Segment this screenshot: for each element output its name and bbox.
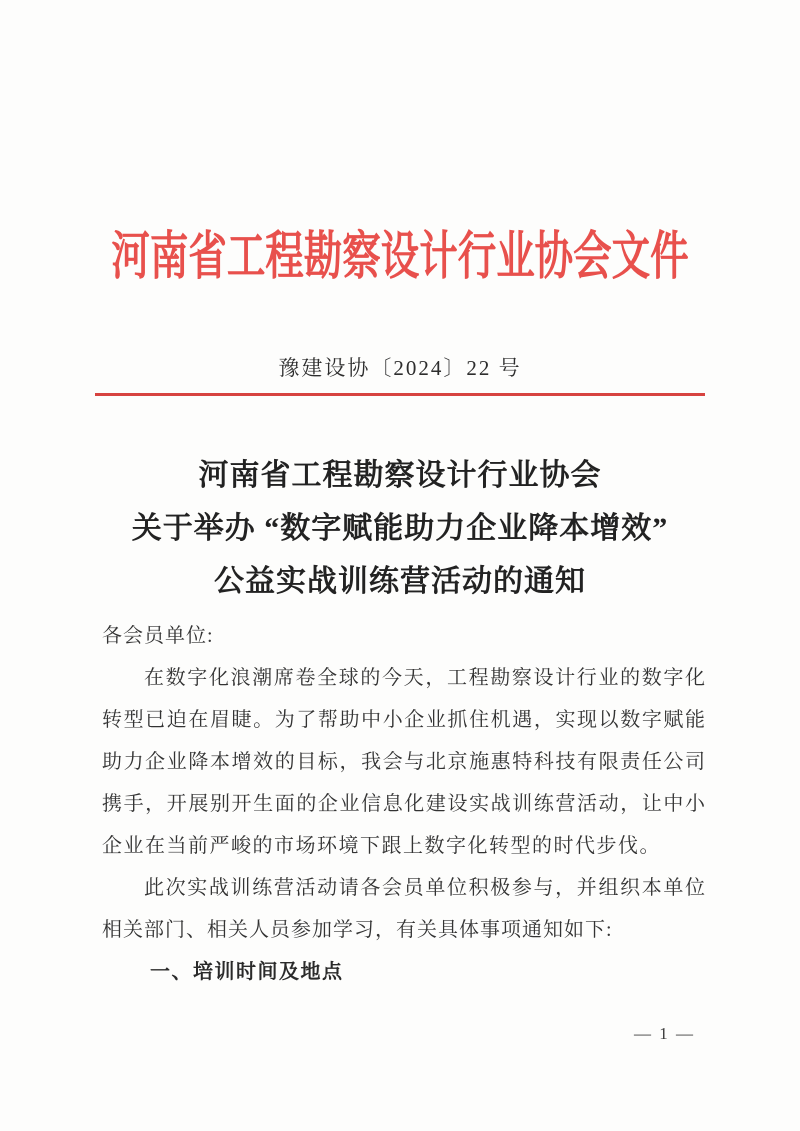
body-line: 携手，开展别开生面的企业信息化建设实战训练营活动，让中小 bbox=[102, 793, 705, 815]
notice-title-line-3: 公益实战训练营活动的通知 bbox=[214, 565, 586, 598]
body-line: 此次实战训练营活动请各会员单位积极参与，并组织本单位 bbox=[144, 877, 705, 899]
body-line: 转型已迫在眉睫。为了帮助中小企业抓住机遇，实现以数字赋能 bbox=[102, 709, 705, 731]
page-number: — 1 — bbox=[634, 1024, 695, 1043]
notice-title bbox=[0, 449, 800, 608]
letterhead-title: 河南省工程勘察设计行业协会文件 bbox=[111, 229, 689, 286]
body-line: 企业在当前严峻的市场环境下跟上数字化转型的时代步伐。 bbox=[102, 835, 661, 857]
doc-number: 豫建设协〔2024〕22 号 bbox=[278, 356, 522, 380]
notice-title-line-1: 河南省工程勘察设计行业协会 bbox=[198, 459, 602, 492]
body-line: 在数字化浪潮席卷全球的今天，工程勘察设计行业的数字化 bbox=[144, 667, 705, 689]
body-line: 助力企业降本增效的目标，我会与北京施惠特科技有限责任公司 bbox=[102, 751, 705, 773]
notice-body bbox=[102, 615, 705, 993]
section-heading: 一、培训时间及地点 bbox=[150, 961, 344, 983]
body-line: 相关部门、相关人员参加学习，有关具体事项通知如下: bbox=[102, 919, 613, 941]
notice-title-line-2: 关于举办 “数字赋能助力企业降本增效” bbox=[131, 512, 669, 545]
salutation: 各会员单位: bbox=[102, 625, 214, 647]
red-divider-rule bbox=[95, 393, 705, 396]
